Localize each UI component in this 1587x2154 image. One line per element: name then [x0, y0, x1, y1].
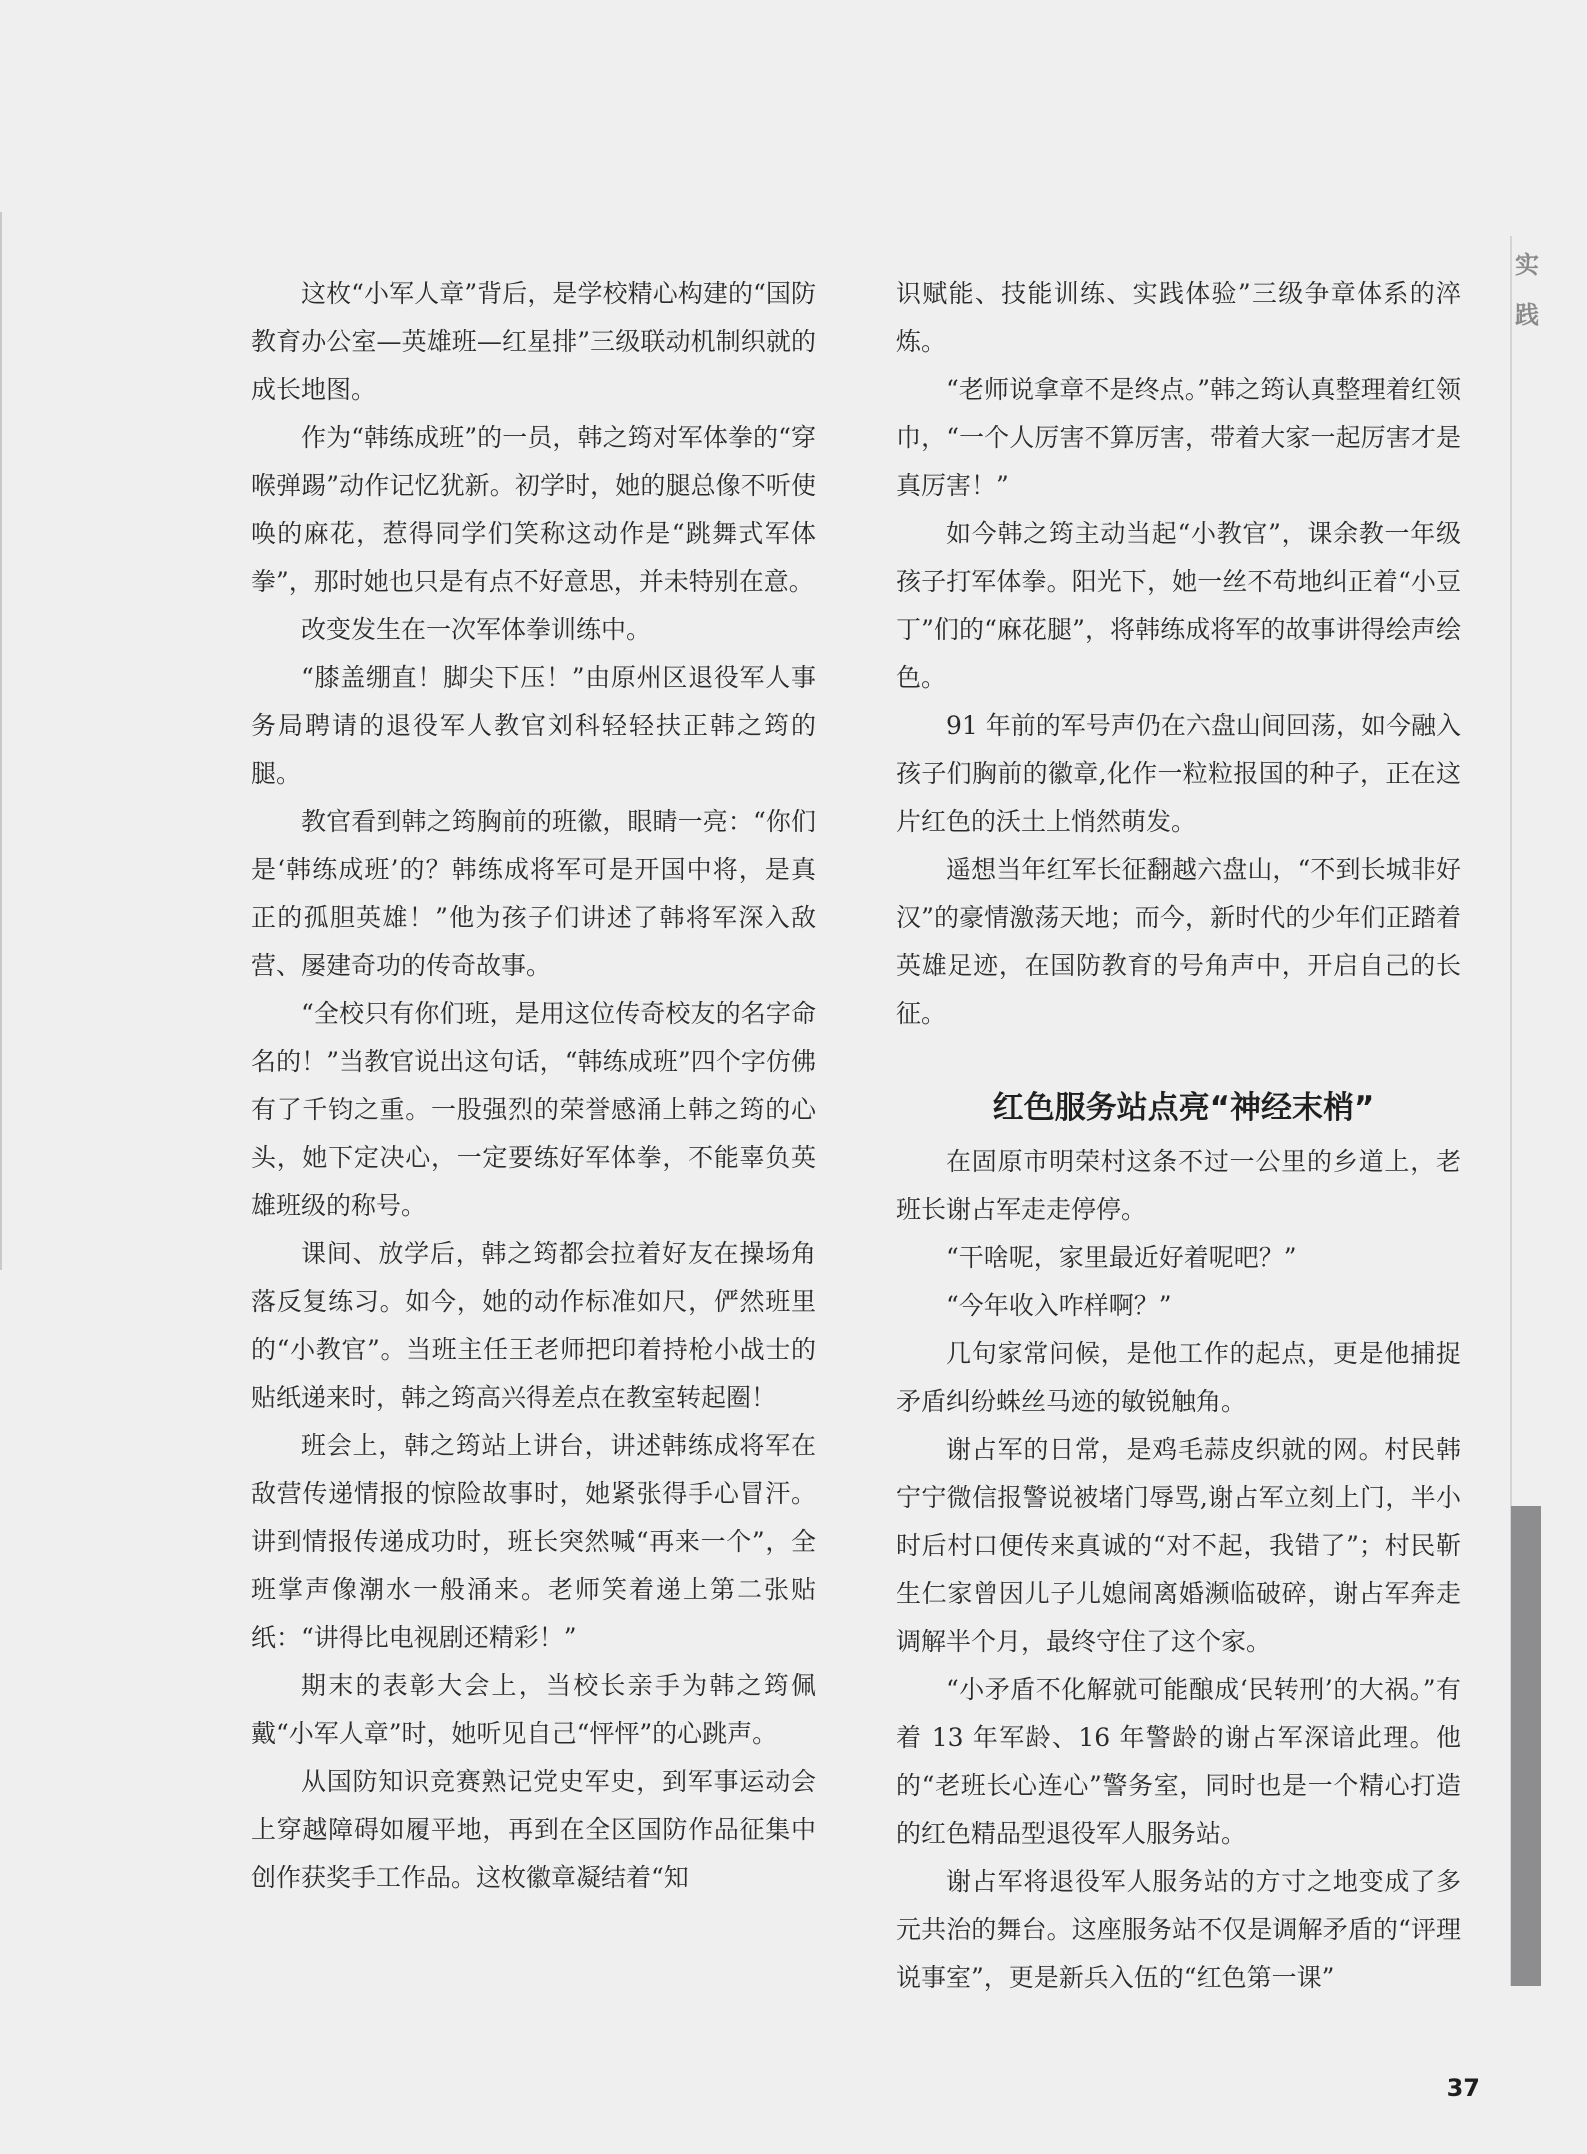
section-heading: 红色服务站点亮“神经末梢”	[992, 1090, 1375, 1126]
paragraph: 改变发生在一次军体拳训练中。	[301, 615, 652, 644]
side-color-block	[1511, 1506, 1541, 1986]
paragraph: 几句家常问候，是他工作的起点，更是他捕捉矛盾纠纷蛛丝马迹的敏锐触角。	[896, 1339, 1461, 1416]
paragraph: 教官看到韩之筠胸前的班徽，眼睛一亮：“你们是‘韩练成班’的？韩练成将军可是开国中将，是真正的孤胆英雄！”他为孩子们讲述了韩将军深入敌营、屡建奇功的传奇故事。	[251, 807, 816, 980]
paragraph: 班会上，韩之筠站上讲台，讲述韩练成将军在敌营传递情报的惊险故事时，她紧张得手心冒汗。讲到情报传递成功时，班长突然喊“再来一个”，全班掌声像潮水一般涌来。老师笑着递上第二张贴纸：“讲得比电视剧还精彩！”	[251, 1431, 816, 1652]
section-tab-char: 践	[1515, 301, 1539, 329]
paragraph: “小矛盾不化解就可能酿成‘民转刑’的大祸。”有着 13 年军龄、16 年警龄的谢占军深谙此理。他的“老班长心连心”警务室，同时也是一个精心打造的红色精品型退役军人服务站。	[896, 1675, 1461, 1848]
left-column	[251, 270, 816, 1902]
paragraph: 课间、放学后，韩之筠都会拉着好友在操场角落反复练习。如今，她的动作标准如尺，俨然班里的“小教官”。当班主任王老师把印着持枪小战士的贴纸递来时，韩之筠高兴得差点在教室转起圈！	[251, 1239, 816, 1412]
paragraph: 谢占军将退役军人服务站的方寸之地变成了多元共治的舞台。这座服务站不仅是调解矛盾的“评理说事室”，更是新兵入伍的“红色第一课”	[896, 1867, 1461, 1992]
paragraph: “今年收入咋样啊？”	[946, 1291, 1172, 1320]
paragraph: 这枚“小军人章”背后，是学校精心构建的“国防教育办公室—英雄班—红星排”三级联动机制织就的成长地图。	[251, 279, 816, 404]
paragraph: 遥想当年红军长征翻越六盘山，“不到长城非好汉”的豪情激荡天地；而今，新时代的少年们正踏着英雄足迹，在国防教育的号角声中，开启自己的长征。	[896, 855, 1461, 1028]
paragraph: 谢占军的日常，是鸡毛蒜皮织就的网。村民韩宁宁微信报警说被堵门辱骂,谢占军立刻上门，半小时后村口便传来真诚的“对不起，我错了”；村民靳生仁家曾因儿子儿媳闹离婚濒临破碎，谢占军奔走调解半个月，最终守住了这个家。	[896, 1435, 1461, 1656]
paragraph: “干啥呢，家里最近好着呢吧？”	[946, 1243, 1297, 1272]
paragraph: “全校只有你们班，是用这位传奇校友的名字命名的！”当教官说出这句话，“韩练成班”四个字仿佛有了千钧之重。一股强烈的荣誉感涌上韩之筠的心头，她下定决心，一定要练好军体拳，不能辜负英雄班级的称号。	[251, 999, 816, 1220]
continued-paragraph: 识赋能、技能训练、实践体验”三级争章体系的淬炼。	[896, 279, 1461, 356]
paragraph: 91 年前的军号声仍在六盘山间回荡，如今融入孩子们胸前的徽章,化作一粒粒报国的种子，正在这片红色的沃土上悄然萌发。	[896, 711, 1461, 836]
paragraph: “老师说拿章不是终点。”韩之筠认真整理着红领巾，“一个人厉害不算厉害，带着大家一起厉害才是真厉害！”	[896, 375, 1461, 500]
left-margin-line	[0, 212, 2, 1270]
paragraph: 如今韩之筠主动当起“小教官”，课余教一年级孩子打军体拳。阳光下，她一丝不苟地纠正着“小豆丁”们的“麻花腿”，将韩练成将军的故事讲得绘声绘色。	[896, 519, 1461, 692]
paragraph: 在固原市明荣村这条不过一公里的乡道上，老班长谢占军走走停停。	[896, 1147, 1461, 1224]
paragraph: 期末的表彰大会上，当校长亲手为韩之筠佩戴“小军人章”时，她听见自己“怦怦”的心跳声。	[251, 1671, 816, 1748]
paragraph: 从国防知识竞赛熟记党史军史，到军事运动会上穿越障碍如履平地，再到在全区国防作品征集中创作获奖手工作品。这枚徽章凝结着“知	[251, 1767, 816, 1892]
paragraph: “膝盖绷直！脚尖下压！”由原州区退役军人事务局聘请的退役军人教官刘科轻轻扶正韩之筠的腿。	[251, 663, 816, 788]
section-tab-char: 实	[1515, 251, 1539, 279]
paragraph: 作为“韩练成班”的一员，韩之筠对军体拳的“穿喉弹踢”动作记忆犹新。初学时，她的腿总像不听使唤的麻花，惹得同学们笑称这动作是“跳舞式军体拳”，那时她也只是有点不好意思，并未特别在意。	[251, 423, 816, 596]
section-tab	[1512, 240, 1542, 340]
page-number: 37	[1446, 2074, 1480, 2102]
right-column	[896, 270, 1461, 2002]
